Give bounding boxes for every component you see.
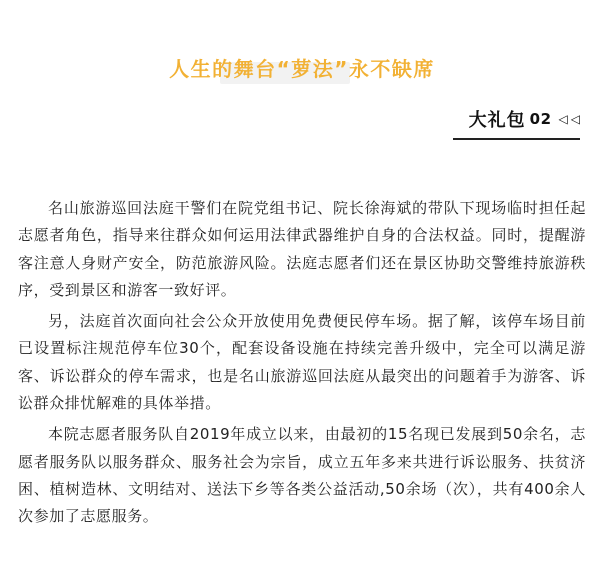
article-body bbox=[18, 195, 586, 535]
article-paragraph: 另，法庭首次面向社会公众开放使用免费便民停车场。据了解，该停车场目前已设置标注规范停车位30个，配套设备设施在持续完善升级中，完全可以满足游客、诉讼群众的停车需求，也是名山旅游巡回法庭从最突出的问题着手为游客、诉讼群众排忧解难的具体举措。 bbox=[18, 312, 586, 413]
section-divider bbox=[453, 138, 580, 140]
page-title: 人生的舞台“萝法”永不缺席 bbox=[169, 57, 435, 81]
headline-block bbox=[0, 52, 604, 86]
gift-pack-text: 大礼包 bbox=[468, 110, 526, 131]
gift-pack-number: 02 bbox=[529, 110, 552, 128]
article-paragraph: 名山旅游巡回法庭干警们在院党组书记、院长徐海斌的带队下现场临时担任起志愿者角色，指导来往群众如何运用法律武器维护自身的合法权益。同时，提醒游客注意人身财产安全，防范旅游风险。法庭志愿者们还在景区协助交警维持旅游秩序，受到景区和游客一致好评。 bbox=[18, 199, 586, 299]
article-paragraph: 本院志愿者服务队自2019年成立以来，由最初的15名现已发展到50余名，志愿者服务队以服务群众、服务社会为宗旨，成立五年多来共进行诉讼服务、扶贫济困、植树造林、文明结对、送法下乡等各类公益活动,50余场（次），共有400余人次参加了志愿服务。 bbox=[18, 425, 586, 526]
triangle-left-icon: ◁ bbox=[558, 112, 568, 126]
triangle-left-icon: ◁ bbox=[570, 112, 580, 126]
gift-pack-label bbox=[469, 106, 580, 132]
